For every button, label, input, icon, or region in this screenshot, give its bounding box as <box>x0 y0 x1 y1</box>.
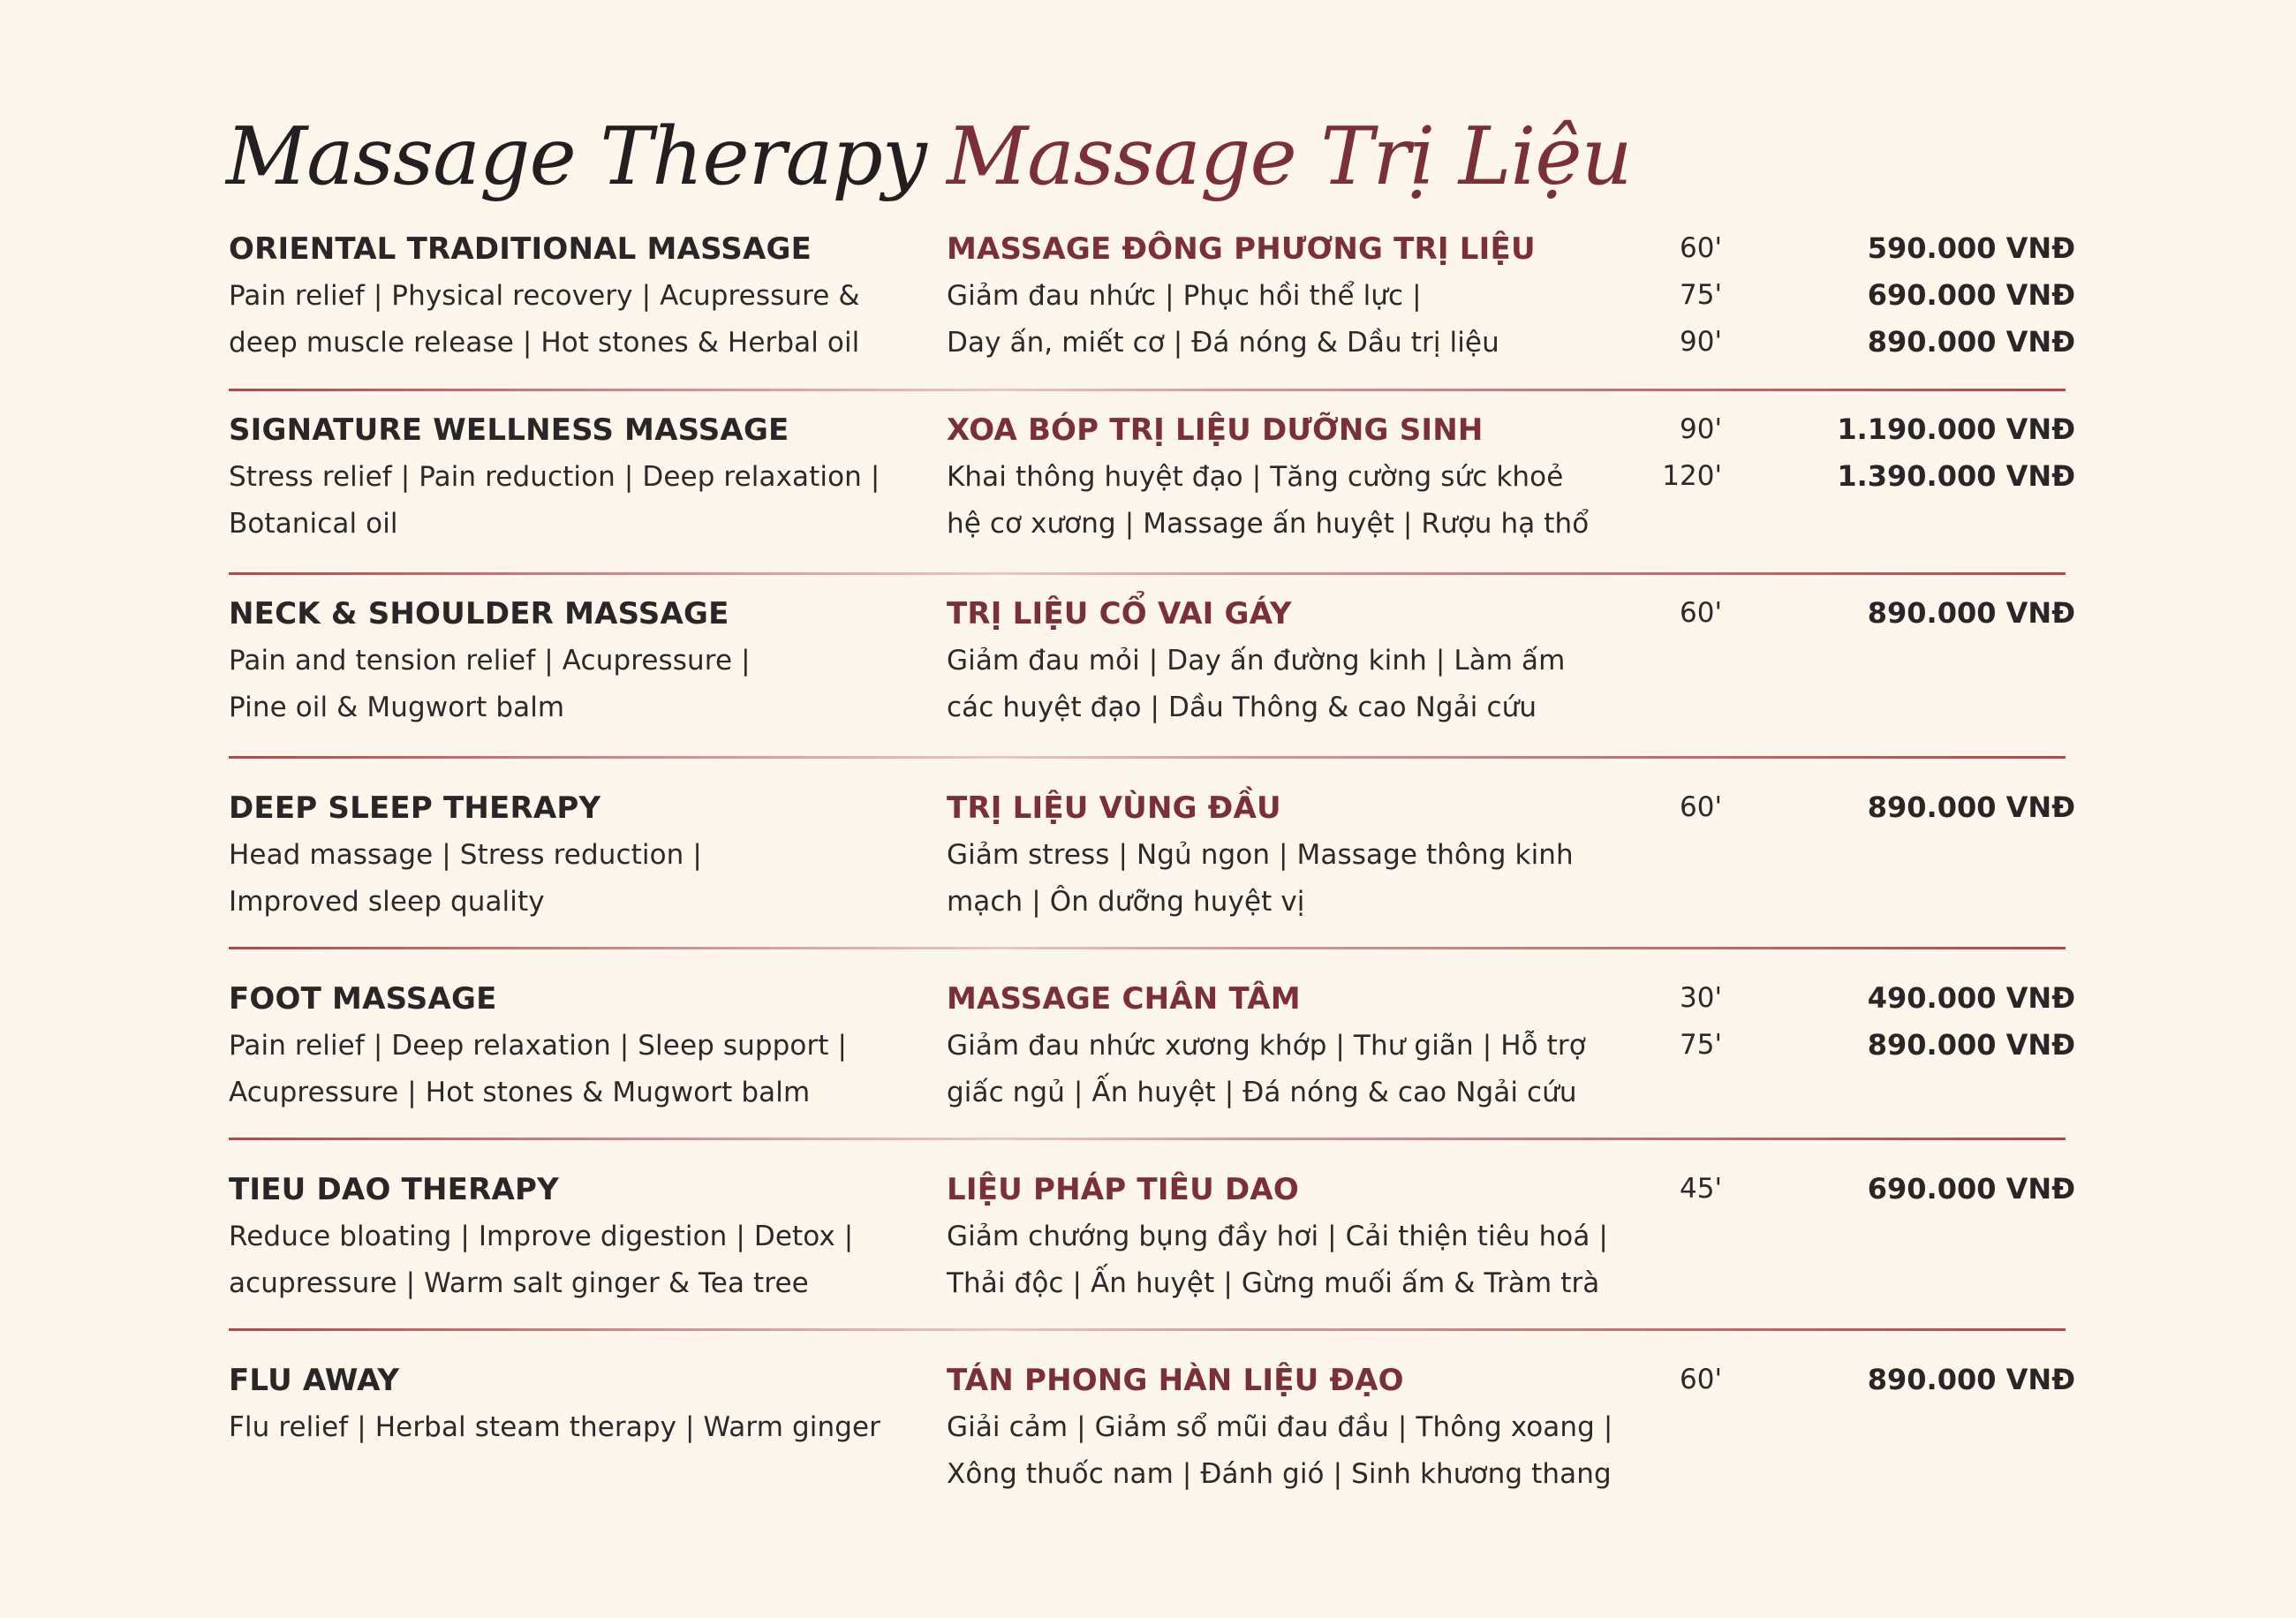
service-durations <box>1643 1166 1722 1213</box>
service-durations <box>1643 406 1722 500</box>
service-english <box>229 784 900 926</box>
service-vietnamese <box>947 975 1618 1116</box>
duration: 90' <box>1680 413 1722 445</box>
duration: 30' <box>1680 982 1722 1014</box>
price: 1.190.000 VNĐ <box>1837 412 2075 446</box>
service-name-english: NECK & SHOULDER MASSAGE <box>229 596 729 631</box>
price: 1.390.000 VNĐ <box>1837 459 2075 493</box>
service-description-english-line: Pain and tension relief | Acupressure | <box>229 645 751 677</box>
service-prices <box>1810 406 2075 500</box>
price: 690.000 VNĐ <box>1867 278 2075 312</box>
service-description-english-line: Reduce bloating | Improve digestion | Detox | <box>229 1221 854 1252</box>
duration: 120' <box>1662 460 1722 492</box>
duration: 45' <box>1680 1173 1722 1205</box>
service-vietnamese <box>947 590 1618 731</box>
service-item <box>0 1357 2296 1547</box>
service-description-english-line: Pine oil & Mugwort balm <box>229 692 565 723</box>
divider <box>229 572 2066 575</box>
service-name-vietnamese: MASSAGE CHÂN TÂM <box>947 981 1301 1017</box>
service-durations <box>1643 784 1722 831</box>
service-prices <box>1810 975 2075 1069</box>
price: 890.000 VNĐ <box>1867 1363 2075 1396</box>
service-vietnamese <box>947 784 1618 926</box>
service-description-vietnamese-line: Giảm đau nhức | Phục hồi thể lực | <box>947 280 1422 312</box>
service-description-vietnamese-line: Giảm stress | Ngủ ngon | Massage thông kinh <box>947 839 1574 871</box>
service-description-english-line: Improved sleep quality <box>229 886 545 918</box>
price: 690.000 VNĐ <box>1867 1172 2075 1206</box>
service-description-english-line: Pain relief | Deep relaxation | Sleep support | <box>229 1030 848 1062</box>
divider <box>229 947 2066 949</box>
service-prices <box>1810 590 2075 637</box>
service-name-english: DEEP SLEEP THERAPY <box>229 790 601 826</box>
price: 890.000 VNĐ <box>1867 596 2075 630</box>
divider <box>229 1328 2066 1331</box>
service-description-vietnamese-line: Giải cảm | Giảm sổ mũi đau đầu | Thông xoang | <box>947 1411 1613 1443</box>
title-vietnamese: Massage Trị Liệu <box>947 110 1632 203</box>
service-durations <box>1643 975 1722 1069</box>
service-name-english: ORIENTAL TRADITIONAL MASSAGE <box>229 231 812 267</box>
service-name-vietnamese: MASSAGE ĐÔNG PHƯƠNG TRỊ LIỆU <box>947 231 1536 267</box>
divider <box>229 756 2066 759</box>
service-description-vietnamese-line: hệ cơ xương | Massage ấn huyệt | Rượu hạ thổ <box>947 508 1590 540</box>
service-prices <box>1810 784 2075 831</box>
service-description-english-line: deep muscle release | Hot stones & Herbal oil <box>229 327 860 359</box>
service-description-vietnamese-line: Day ấn, miết cơ | Đá nóng & Dầu trị liệu <box>947 327 1499 359</box>
divider <box>229 389 2066 391</box>
service-english <box>229 1357 900 1451</box>
service-durations <box>1643 225 1722 366</box>
service-english <box>229 225 900 367</box>
title-english: Massage Therapy <box>226 110 926 203</box>
service-description-vietnamese-line: các huyệt đạo | Dầu Thông & cao Ngải cứu <box>947 692 1537 723</box>
service-name-vietnamese: TRỊ LIỆU CỔ VAI GÁY <box>947 596 1292 631</box>
divider <box>229 1138 2066 1140</box>
service-item <box>0 225 2296 416</box>
service-english <box>229 1166 900 1307</box>
service-vietnamese <box>947 1166 1618 1307</box>
duration: 60' <box>1680 597 1722 629</box>
service-name-english: TIEU DAO THERAPY <box>229 1172 559 1207</box>
service-description-english-line: Flu relief | Herbal steam therapy | Warm ginger <box>229 1411 880 1443</box>
price: 490.000 VNĐ <box>1867 981 2075 1015</box>
service-description-vietnamese-line: Thải độc | Ấn huyệt | Gừng muối ấm & Tràm trà <box>947 1267 1600 1299</box>
service-name-english: SIGNATURE WELLNESS MASSAGE <box>229 412 789 448</box>
price: 890.000 VNĐ <box>1867 325 2075 359</box>
service-name-vietnamese: TÁN PHONG HÀN LIỆU ĐẠO <box>947 1363 1404 1398</box>
service-description-vietnamese-line: Giảm đau mỏi | Day ấn đường kinh | Làm ấm <box>947 645 1566 677</box>
service-vietnamese <box>947 225 1618 367</box>
service-description-vietnamese-line: Giảm đau nhức xương khớp | Thư giãn | Hỗ trợ <box>947 1030 1586 1062</box>
service-description-vietnamese-line: Khai thông huyệt đạo | Tăng cường sức khoẻ <box>947 461 1564 493</box>
service-vietnamese <box>947 406 1618 548</box>
service-prices <box>1810 225 2075 366</box>
duration: 60' <box>1680 791 1722 823</box>
service-description-vietnamese-line: Giảm chướng bụng đầy hơi | Cải thiện tiêu hoá | <box>947 1221 1608 1252</box>
duration: 90' <box>1680 326 1722 358</box>
service-description-vietnamese-line: giấc ngủ | Ấn huyệt | Đá nóng & cao Ngải cứu <box>947 1077 1577 1108</box>
service-name-english: FLU AWAY <box>229 1363 400 1398</box>
service-prices <box>1810 1357 2075 1403</box>
price: 890.000 VNĐ <box>1867 1028 2075 1062</box>
service-english <box>229 975 900 1116</box>
service-durations <box>1643 590 1722 637</box>
service-description-vietnamese-line: Xông thuốc nam | Đánh gió | Sinh khương thang <box>947 1458 1612 1490</box>
service-durations <box>1643 1357 1722 1403</box>
service-description-vietnamese-line: mạch | Ôn dưỡng huyệt vị <box>947 886 1305 918</box>
service-description-english-line: Stress relief | Pain reduction | Deep relaxation | <box>229 461 880 493</box>
service-description-english-line: Head massage | Stress reduction | <box>229 839 702 871</box>
service-english <box>229 590 900 731</box>
service-item <box>0 590 2296 781</box>
service-name-vietnamese: TRỊ LIỆU VÙNG ĐẦU <box>947 790 1281 826</box>
service-description-english-line: acupressure | Warm salt ginger & Tea tree <box>229 1267 809 1299</box>
duration: 75' <box>1680 1029 1722 1061</box>
service-description-english-line: Pain relief | Physical recovery | Acupressure & <box>229 280 860 312</box>
service-description-english-line: Botanical oil <box>229 508 398 540</box>
service-name-english: FOOT MASSAGE <box>229 981 497 1017</box>
price: 890.000 VNĐ <box>1867 790 2075 824</box>
price: 590.000 VNĐ <box>1867 231 2075 265</box>
duration: 60' <box>1680 232 1722 264</box>
duration: 60' <box>1680 1364 1722 1395</box>
service-english <box>229 406 900 548</box>
service-name-vietnamese: LIỆU PHÁP TIÊU DAO <box>947 1172 1299 1207</box>
service-description-english-line: Acupressure | Hot stones & Mugwort balm <box>229 1077 811 1108</box>
service-name-vietnamese: XOA BÓP TRỊ LIỆU DƯỠNG SINH <box>947 412 1484 448</box>
duration: 75' <box>1680 279 1722 311</box>
service-prices <box>1810 1166 2075 1213</box>
service-item <box>0 406 2296 597</box>
service-vietnamese <box>947 1357 1618 1498</box>
